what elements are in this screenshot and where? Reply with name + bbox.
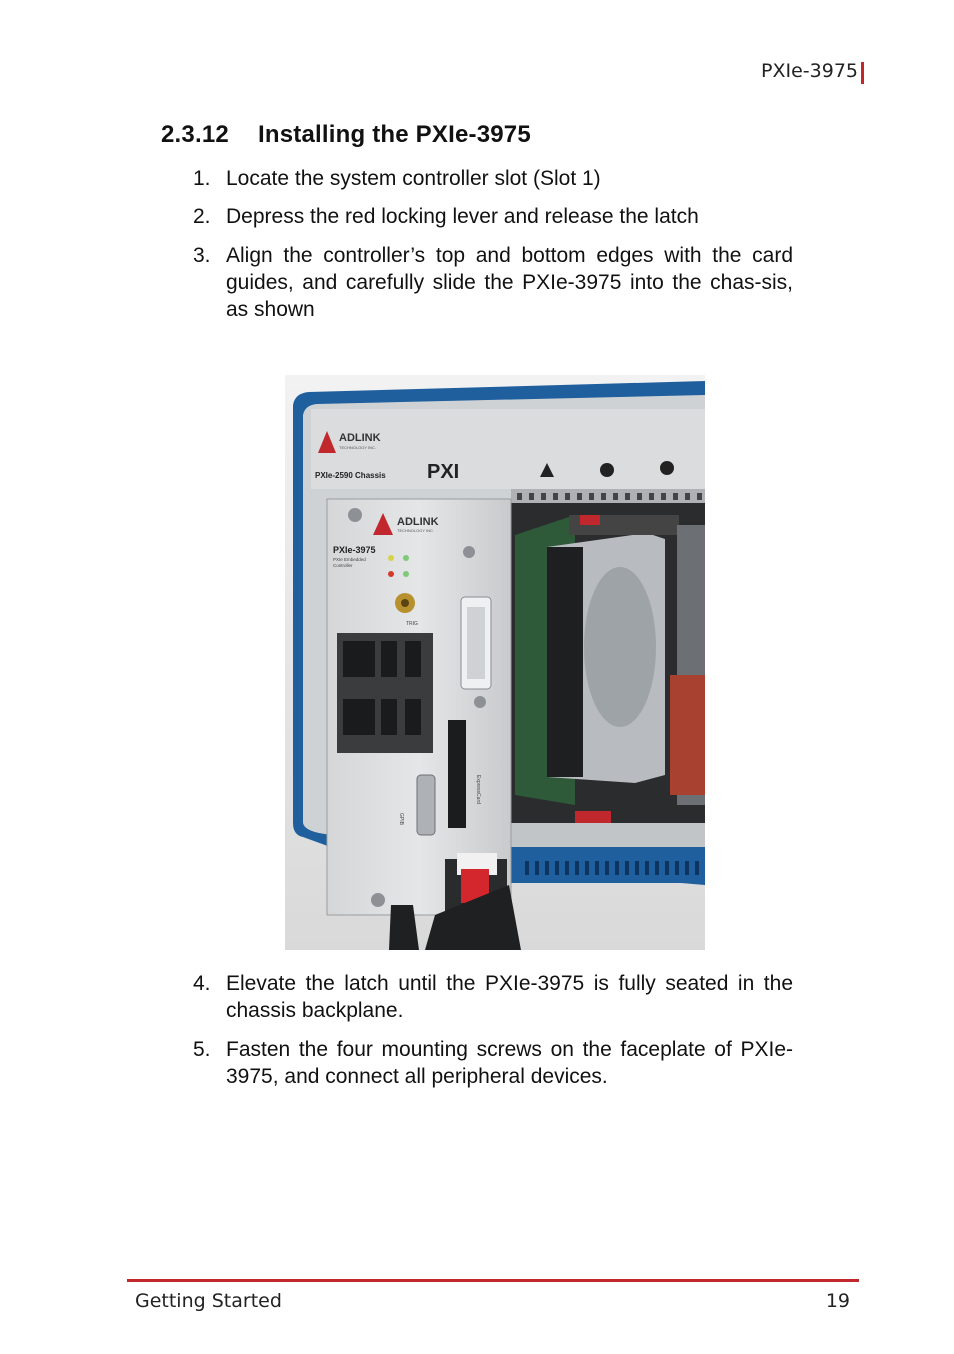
footer-section-title: Getting Started — [135, 1290, 282, 1312]
slot-2-icon — [600, 463, 614, 477]
list-item-text: Elevate the latch until the PXIe-3975 is fully seated in the chassis backplane. — [226, 972, 793, 1022]
led-indicator — [388, 555, 394, 561]
list-item-text: Fasten the four mounting screws on the faceplate of PXIe-3975, and connect all peripheral devices. — [226, 1038, 793, 1088]
chassis-brand: ADLINK — [339, 432, 381, 444]
expresscard-label: ExpressCard — [475, 775, 481, 804]
controller-model: PXIe-3975 — [333, 545, 376, 555]
controller-brand-sub: TECHNOLOGY INC. — [397, 528, 435, 533]
led-indicator — [403, 555, 409, 561]
usb-port — [381, 699, 397, 735]
expresscard-slot — [448, 720, 466, 828]
controller-installation-photo — [285, 375, 705, 950]
led-indicator — [388, 571, 394, 577]
chassis-model: PXIe-2590 Chassis — [315, 471, 386, 480]
screw-icon — [371, 893, 385, 907]
controller-desc-2: Controller — [333, 563, 353, 568]
chassis-brand-sub: TECHNOLOGY INC. — [339, 445, 377, 450]
usb-port — [405, 699, 421, 735]
list-item-number: 5. — [193, 1038, 211, 1061]
lan-port — [343, 641, 375, 677]
chassis-pxi-logo: PXI — [427, 461, 460, 483]
page-number: 19 — [825, 1290, 850, 1312]
led-indicator — [403, 571, 409, 577]
section-heading — [161, 121, 531, 149]
list-item-number: 1. — [193, 167, 211, 190]
usb-port — [381, 641, 397, 677]
trig-label: TRIG — [406, 621, 418, 627]
gpib-connector — [417, 775, 435, 835]
screw-icon — [348, 508, 362, 522]
list-item-number: 2. — [193, 205, 211, 228]
list-item-number: 3. — [193, 244, 211, 267]
usb-port — [405, 641, 421, 677]
gpib-label: GPIB — [398, 813, 404, 825]
list-item-text: Align the controller’s top and bottom edges with the card guides, and carefully slide the PXIe-3975 into the chas-sis, as shown — [226, 244, 793, 321]
screw-icon — [474, 696, 486, 708]
slot-3-icon — [660, 461, 674, 475]
footer-rule — [127, 1279, 859, 1282]
list-item-text: Depress the red locking lever and release the latch — [226, 205, 699, 228]
section-title: Installing the PXIe-3975 — [258, 121, 531, 148]
section-number: 2.3.12 — [161, 121, 229, 148]
running-header-title: PXIe-3975 — [761, 60, 858, 82]
header-accent-bar — [861, 62, 864, 84]
controller-desc-1: PXIe Embedded — [333, 557, 366, 562]
lan-port — [343, 699, 375, 735]
list-item-text: Locate the system controller slot (Slot 1) — [226, 167, 601, 190]
controller-brand: ADLINK — [397, 516, 439, 528]
screw-icon — [463, 546, 475, 558]
list-item-number: 4. — [193, 972, 211, 995]
